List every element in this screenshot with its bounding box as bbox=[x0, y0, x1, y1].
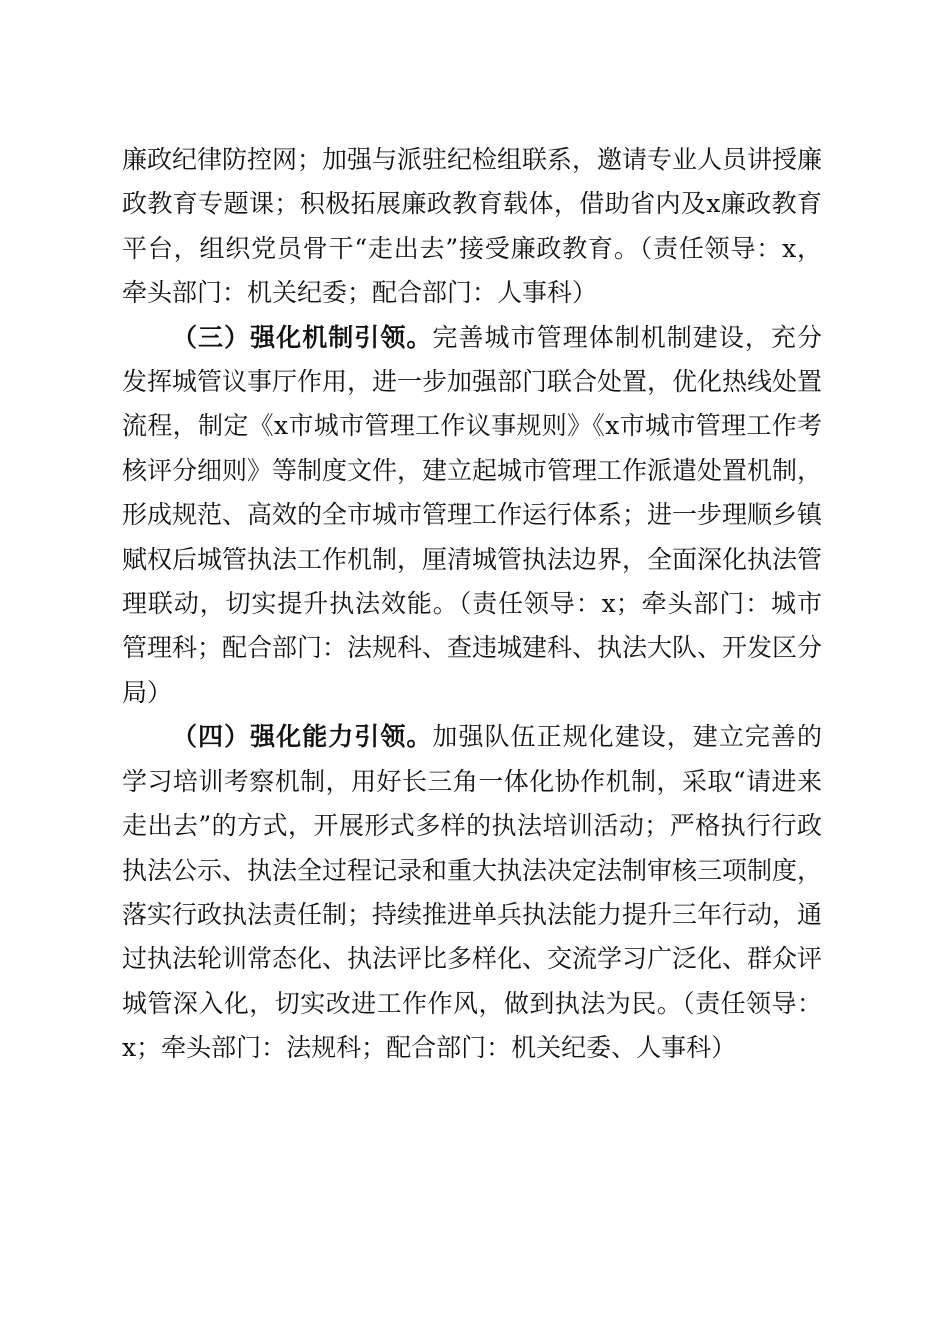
paragraph-text: 廉政纪律防控网；加强与派驻纪检组联系，邀请专业人员讲授廉政教育专题课；积极拓展廉政教育载体，借助省内及x廉政教育平台，组织党员骨干“走出去”接受廉政教育。（责任领导：x，牵头部门：机关纪委；配合部门：人事科） bbox=[122, 145, 823, 308]
paragraph-continued bbox=[122, 138, 822, 316]
paragraph-text: 完善城市管理体制机制建设，充分发挥城管议事厅作用，进一步加强部门联合处置，优化热线处置流程，制定《x市城市管理工作议事规则》《x市城市管理工作考核评分细则》等制度文件，建立起城市管理工作派遣处置机制，形成规范、高效的全市城市管理工作运行体系；进一步理顺乡镇赋权后城管执法工作机制，厘清城管执法边界，全面深化执法管理联动，切实提升执法效能。（责任领导：x；牵头部门：城市管理科；配合部门：法规科、查违城建科、执法大队、开发区分局） bbox=[122, 322, 823, 707]
paragraph-text: 加强队伍正规化建设，建立完善的学习培训考察机制，用好长三角一体化协作机制，采取“请进来走出去”的方式，开展形式多样的执法培训活动；严格执行行政执法公示、执法全过程记录和重大执法决定法制审核三项制度，落实行政执法责任制；持续推进单兵执法能力提升三年行动，通过执法轮训常态化、执法评比多样化、交流学习广泛化、群众评城管深入化，切实改进工作作风，做到执法为民。（责任领导：x；牵头部门：法规科；配合部门：机关纪委、人事科） bbox=[122, 722, 823, 1063]
paragraph-section-4 bbox=[122, 715, 822, 1070]
document-page bbox=[122, 138, 822, 1071]
section-heading: （三）强化机制引领。 bbox=[172, 322, 433, 352]
paragraph-section-3 bbox=[122, 316, 822, 716]
section-heading: （四）强化能力引领。 bbox=[172, 722, 433, 752]
